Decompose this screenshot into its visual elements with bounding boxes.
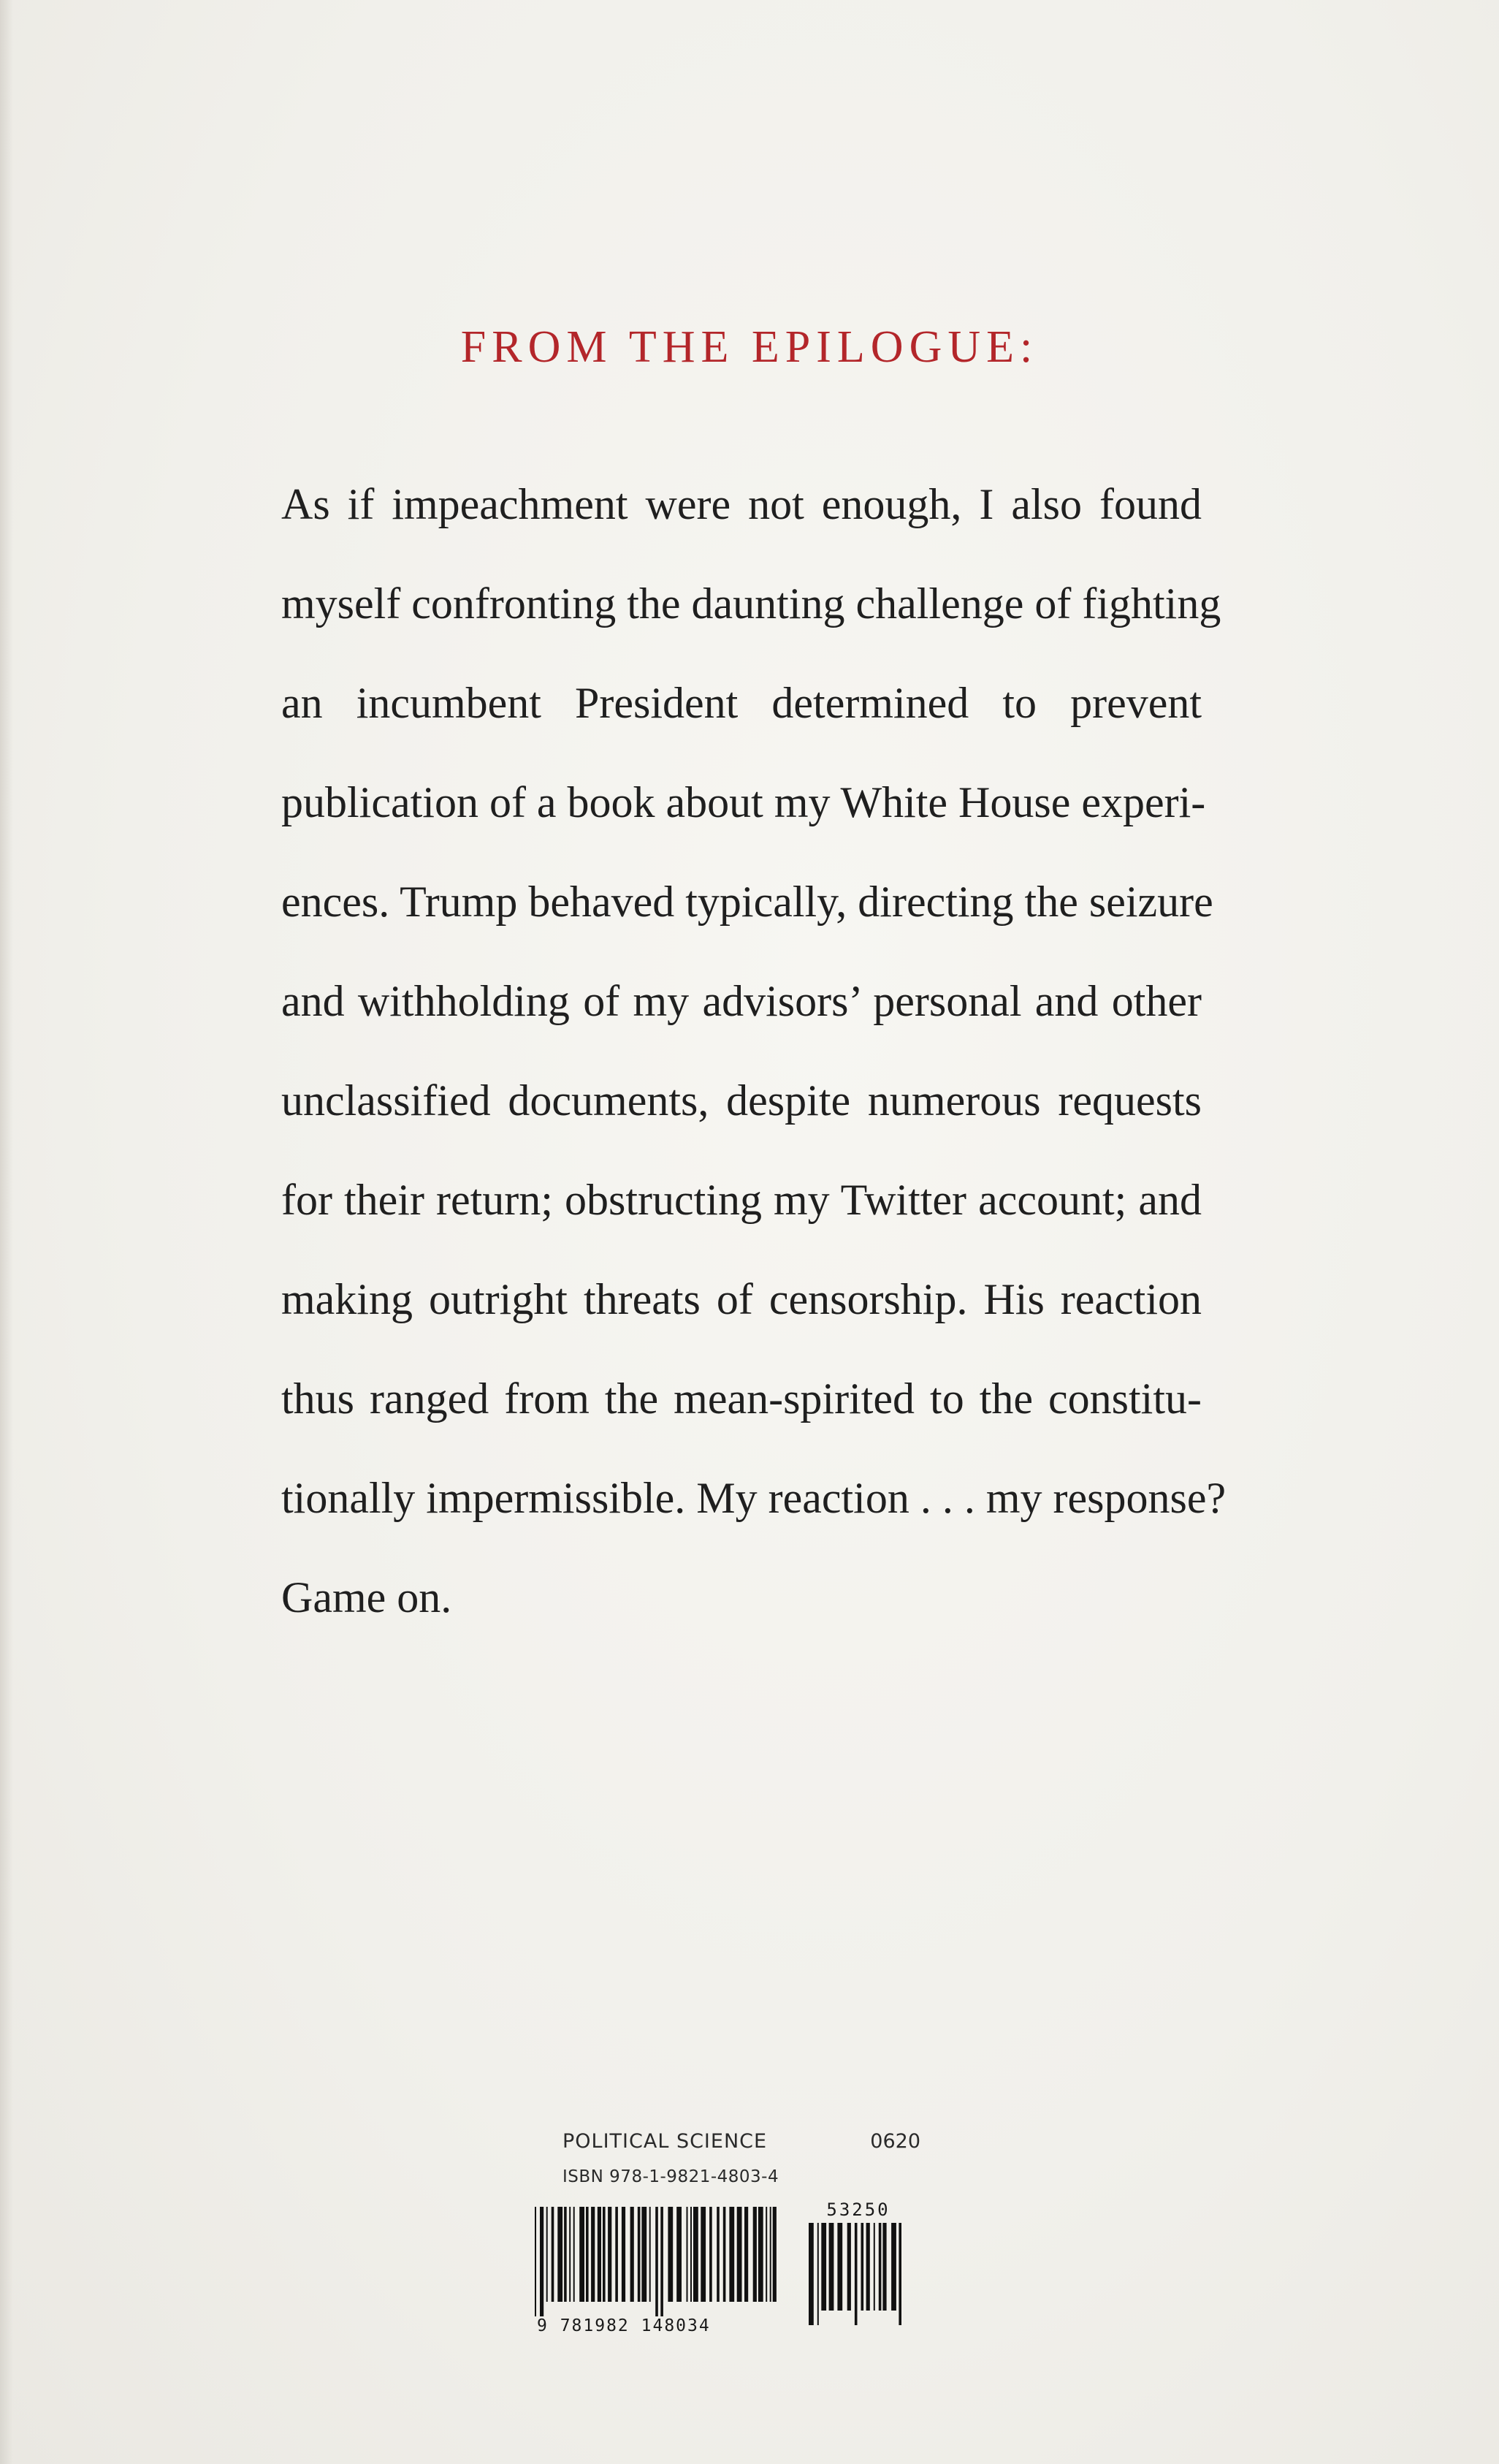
barcode-bar [552,2207,554,2302]
excerpt-line: myself confronting the daunting challenge of fighting [281,579,1221,628]
barcode-main-digits: 9 781982 148034 [537,2316,711,2335]
barcode-bar [586,2207,589,2302]
excerpt-line: unclassified documents, despite numerous requests [281,1076,1202,1125]
barcode-bar [723,2207,726,2302]
barcode-bar [591,2207,595,2302]
excerpt-line: an incumbent President determined to prevent [281,679,1202,727]
barcode-bar [709,2207,712,2302]
barcode-bar [874,2223,875,2311]
epilogue-heading: FROM THE EPILOGUE: [460,322,1039,372]
excerpt-line: Game on. [281,1573,452,1621]
barcode-bar [630,2207,634,2302]
barcode-bar [622,2207,625,2302]
barcode-bar [668,2207,673,2302]
barcode-bar [641,2207,646,2302]
addon-barcode-bars [806,2223,908,2354]
excerpt-line: As if impeachment were not enough, I also found [281,480,1202,528]
barcode-bar [573,2207,575,2302]
barcode-bar [829,2223,834,2311]
barcode-bar [866,2223,870,2311]
price-code: 0620 [870,2130,920,2153]
barcode-bar [758,2207,763,2302]
barcode-bar [717,2207,720,2302]
barcode-bar [821,2223,826,2311]
book-metadata [562,2130,920,2186]
barcode-bar [847,2223,851,2311]
barcode-bar [773,2207,777,2302]
barcode-bar [638,2207,641,2302]
barcode-bar [837,2223,842,2311]
barcode-bar [817,2223,819,2325]
barcode-bar [809,2223,814,2325]
barcode-bar [729,2207,734,2302]
barcode-bar [899,2223,901,2325]
barcode-bar [569,2207,571,2302]
barcode-bar [579,2207,584,2302]
barcode-bar [615,2207,618,2302]
excerpt-line: for their return; obstructing my Twitter account; and [281,1176,1202,1224]
excerpt-line: making outright threats of censorship. His reaction [281,1275,1202,1323]
barcode-bar [770,2207,771,2302]
subject-category: POLITICAL SCIENCE [562,2130,768,2153]
excerpt-line: ences. Trump behaved typically, directing the seizure [281,878,1213,926]
barcode-bar [598,2207,601,2302]
isbn-number: ISBN 978-1-9821-4803-4 [562,2167,779,2186]
barcode-bar [861,2223,864,2311]
epilogue-excerpt [281,468,1227,1660]
barcode-bar [737,2207,742,2302]
barcode-bar [540,2207,543,2316]
barcode-bar [753,2207,757,2302]
barcode-bar [535,2207,536,2316]
barcode-bar [676,2207,682,2302]
barcode-bar [557,2207,562,2302]
barcode-bar [687,2207,688,2302]
price-addon-barcode [806,2207,926,2338]
barcode-bar [766,2207,767,2302]
barcode-bar [564,2207,567,2302]
excerpt-line: thus ranged from the mean-spirited to the constitu- [281,1374,1202,1423]
barcode-bar [690,2207,692,2302]
barcode-bar [655,2207,658,2316]
barcode-bar [879,2223,882,2311]
excerpt-line: tionally impermissible. My reaction . . . my response? [281,1474,1227,1522]
barcode-bar [882,2223,886,2311]
barcode-bar [693,2207,698,2302]
barcode-bar [660,2207,663,2316]
barcode-bar [744,2207,748,2302]
excerpt-line: and withholding of my advisors’ personal and other [281,977,1202,1025]
excerpt-line: publication of a book about my White House experi- [281,778,1206,826]
barcode-bar [546,2207,548,2302]
barcode-bar [855,2223,858,2325]
barcode-bar [608,2207,611,2302]
barcode-bar [603,2207,606,2302]
barcode-bar [649,2207,651,2302]
barcode-bar [701,2207,706,2302]
barcode-addon-digits: 53250 [826,2199,890,2220]
barcode-bar [891,2223,896,2311]
